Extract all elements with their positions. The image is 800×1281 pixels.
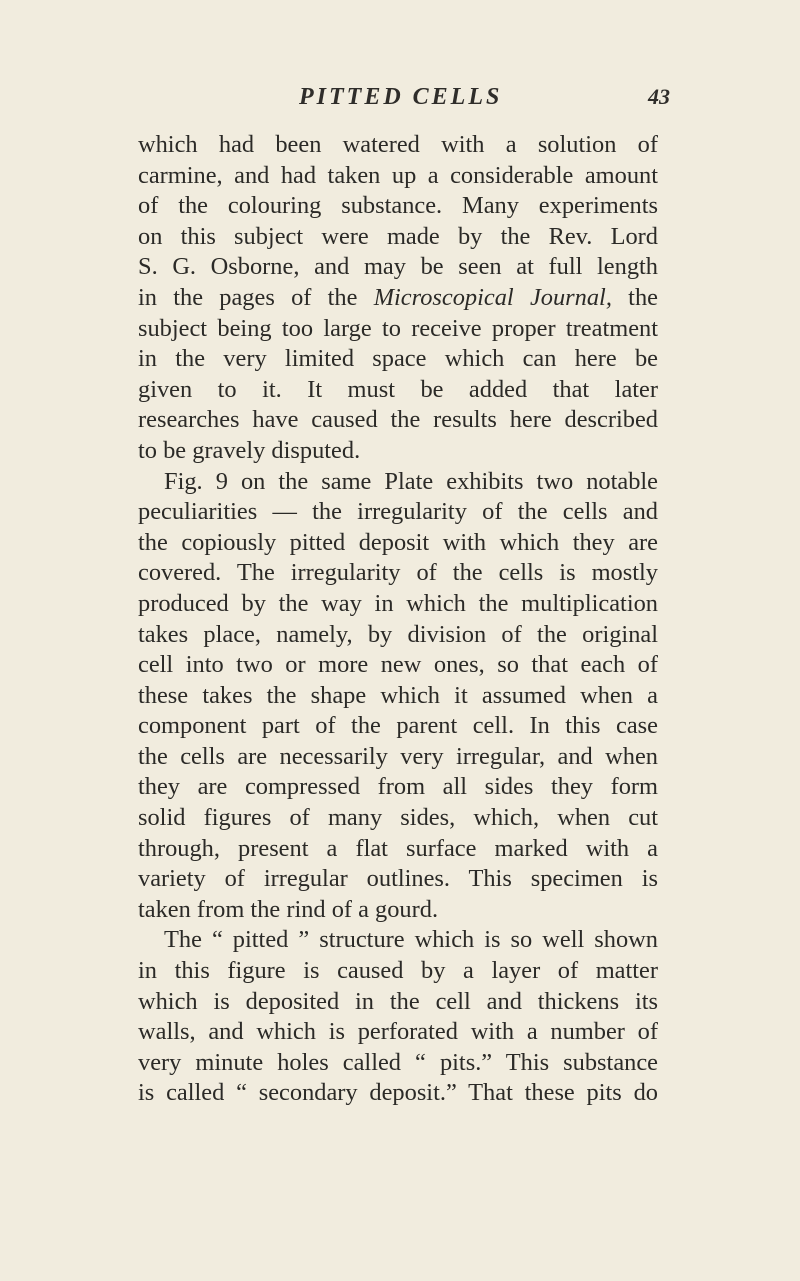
page-number: 43: [648, 84, 670, 109]
text-line: peculiarities — the irregularity of the cells and: [138, 498, 658, 526]
text-line: the copiously pitted deposit with which they are: [138, 528, 658, 556]
text-line: they are compressed from all sides they form: [138, 773, 658, 801]
text-line: carmine, and had taken up a considerable amount: [138, 161, 658, 189]
running-title: PITTED CELLS: [299, 84, 503, 110]
journal-title: Microscopical Journal,: [373, 283, 612, 311]
text-line: cell into two or more new ones, so that each of: [138, 651, 658, 679]
text-line: The “ pitted ” structure which is so well shown: [164, 926, 658, 954]
text-line: on this subject were made by the Rev. Lord: [138, 222, 658, 250]
text-line: walls, and which is perforated with a number of: [138, 1018, 658, 1046]
text-line: Fig. 9 on the same Plate exhibits two notable: [164, 467, 658, 495]
text-segment: in the pages of the: [138, 283, 374, 311]
text-line: component part of the parent cell. In this case: [138, 712, 658, 740]
text-line: to be gravely disputed.: [138, 436, 361, 464]
text-line: [138, 283, 658, 314]
text-line: through, present a flat surface marked with a: [138, 834, 658, 862]
text-line: given to it. It must be added that later: [138, 375, 658, 403]
text-line: S. G. Osborne, and may be seen at full length: [138, 253, 658, 281]
text-line: researches have caused the results here described: [138, 406, 658, 434]
text-line: which is deposited in the cell and thickens its: [138, 987, 658, 1015]
text-line: in this figure is caused by a layer of matter: [138, 957, 658, 985]
text-line: very minute holes called “ pits.” This substance: [138, 1048, 658, 1076]
text-line: covered. The irregularity of the cells is mostly: [138, 559, 658, 587]
text-line: takes place, namely, by division of the original: [138, 620, 658, 648]
text-line: variety of irregular outlines. This specimen is: [138, 865, 658, 893]
body-text: [138, 130, 658, 1109]
text-line: subject being too large to receive proper treatment: [138, 314, 658, 342]
text-line: of the colouring substance. Many experiments: [138, 192, 658, 220]
running-head: [0, 84, 800, 120]
text-line: the cells are necessarily very irregular, and when: [138, 742, 658, 770]
text-line: in the very limited space which can here be: [138, 345, 658, 373]
text-line: is called “ secondary deposit.” That these pits do: [138, 1079, 658, 1107]
text-segment: the: [611, 283, 658, 311]
text-line: these takes the shape which it assumed when a: [138, 681, 658, 709]
text-line: taken from the rind of a gourd.: [138, 895, 439, 923]
text-line: solid figures of many sides, which, when cut: [138, 804, 658, 832]
text-line: which had been watered with a solution of: [138, 131, 658, 158]
text-line: produced by the way in which the multiplication: [138, 589, 658, 617]
